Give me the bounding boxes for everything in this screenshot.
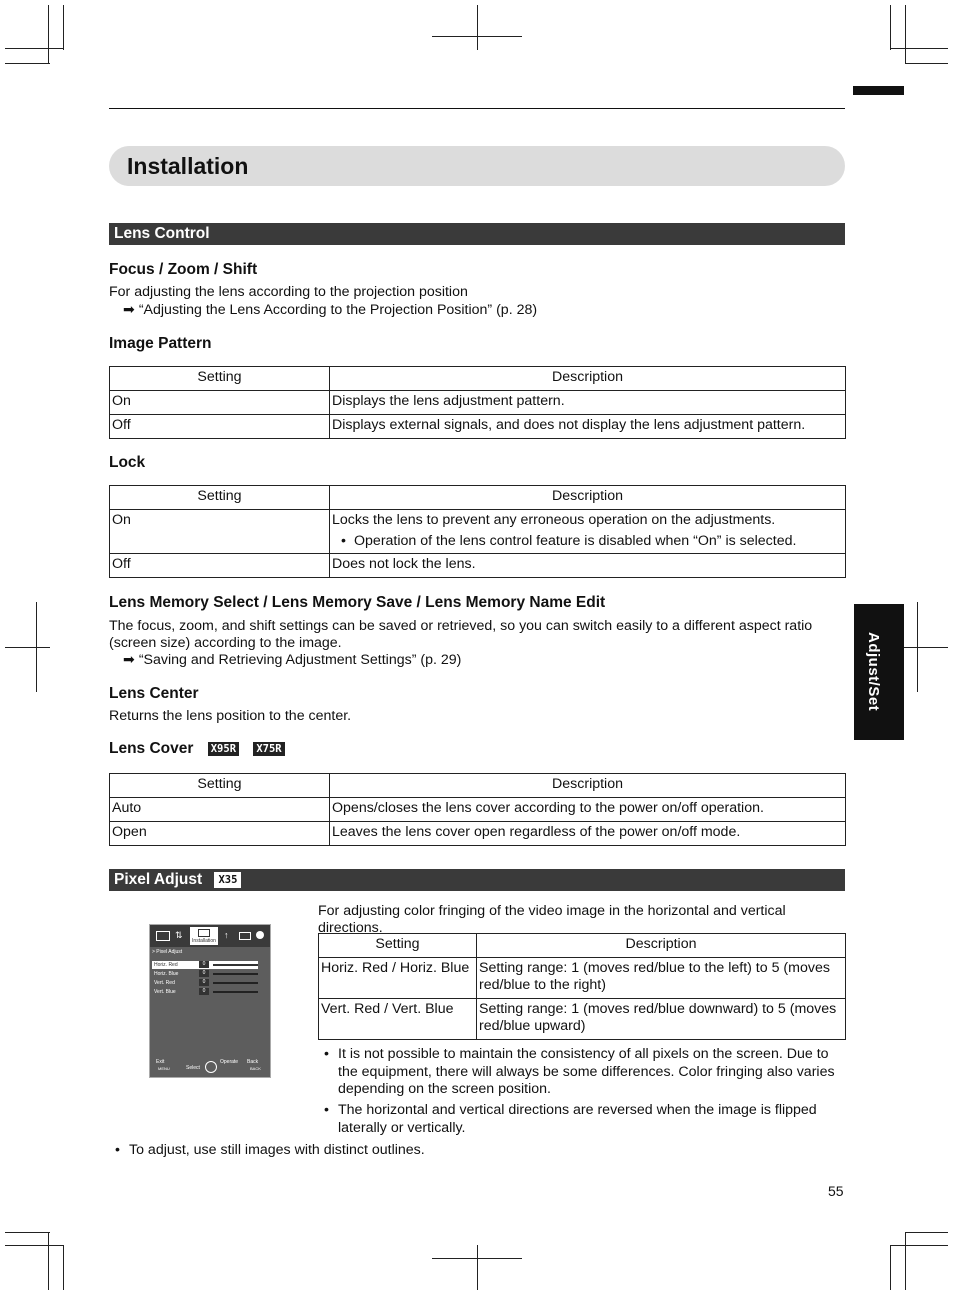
crop-mark <box>5 63 50 64</box>
lock-table <box>109 485 846 578</box>
bullet-dot: • <box>341 533 346 549</box>
osd-row <box>152 970 258 978</box>
col-setting: Setting <box>110 774 330 798</box>
pixel-adjust-table <box>318 933 846 1040</box>
image-pattern-table <box>109 366 846 439</box>
bullet-text: To adjust, use still images with distinct outlines. <box>129 1142 425 1158</box>
osd-row-label: Vert. Red <box>154 980 175 986</box>
pixel-adjust-intro: For adjusting color fringing of the video image in the horizontal and vertical directions. <box>318 903 786 936</box>
crop-mark <box>5 1232 50 1233</box>
function-tab-icon: ↑ <box>224 930 229 940</box>
bullet-text: It is not possible to maintain the consistency of all pixels on the screen. Due to the equipment, there will always be some differences. Color fringing also varies depending on the screen position. <box>338 1046 835 1097</box>
osd-tab-bar <box>150 925 270 947</box>
crop-mark <box>890 1245 891 1290</box>
setting-cell: Vert. Red / Vert. Blue <box>319 999 477 1040</box>
osd-row-label: Horiz. Blue <box>154 971 179 977</box>
page-number: 55 <box>828 1183 844 1199</box>
model-badge: X35 <box>214 872 241 888</box>
installation-tab <box>190 927 218 945</box>
osd-exit-label: Exit <box>156 1059 165 1065</box>
description-cell: Opens/closes the lens cover according to the power on/off operation. <box>330 798 846 822</box>
osd-row-value: 0 <box>199 961 209 968</box>
description-cell: Displays external signals, and does not display the lens adjustment pattern. <box>330 415 846 439</box>
crop-mark <box>432 1258 522 1259</box>
crop-mark <box>904 647 948 648</box>
model-badge: X95R <box>208 742 239 756</box>
description-text: Locks the lens to prevent any erroneous operation on the adjustments. <box>332 512 776 528</box>
osd-row <box>152 979 258 987</box>
focus-text: For adjusting the lens according to the projection position <box>109 284 468 300</box>
display-tab-icon <box>239 932 251 940</box>
description-cell: Setting range: 1 (moves red/blue to the left) to 5 (moves red/blue to the right) <box>477 958 846 999</box>
crop-mark <box>5 48 63 49</box>
description-cell: Does not lock the lens. <box>330 554 846 578</box>
osd-menu-image <box>149 924 271 1078</box>
note-text: Operation of the lens control feature is disabled when “On” is selected. <box>354 533 797 549</box>
bullet-dot: • <box>324 1102 329 1118</box>
setting-cell: Off <box>110 415 330 439</box>
osd-menu-key: MENU <box>158 1066 170 1071</box>
col-setting: Setting <box>110 367 330 391</box>
col-setting: Setting <box>319 934 477 958</box>
osd-navigation-icon <box>205 1061 217 1073</box>
osd-breadcrumb: > Pixel Adjust <box>152 949 183 955</box>
lens-cover-title: Lens Cover <box>109 740 194 757</box>
crop-mark <box>905 63 948 64</box>
description-cell: Leaves the lens cover open regardless of the power on/off mode. <box>330 822 846 846</box>
setting-cell: On <box>110 391 330 415</box>
osd-row <box>152 961 258 969</box>
crop-mark <box>905 1232 948 1233</box>
heading-lock: Lock <box>109 454 146 471</box>
crop-mark <box>63 5 64 50</box>
crop-mark <box>5 647 50 648</box>
center-text: Returns the lens position to the center. <box>109 708 352 724</box>
bullet-text: The horizontal and vertical directions are reversed when the image is flipped laterally or vertically. <box>338 1102 817 1136</box>
section-header-pixel-adjust <box>109 869 845 891</box>
side-tab-adjust-set <box>854 604 904 740</box>
col-description: Description <box>477 934 846 958</box>
info-tab-icon <box>256 931 264 939</box>
description-cell: Setting range: 1 (moves red/blue downward) to 5 (moves red/blue upward) <box>477 999 846 1040</box>
setting-cell: Open <box>110 822 330 846</box>
osd-row-value: 0 <box>199 988 209 995</box>
crop-mark <box>48 1232 49 1290</box>
adjust-tab-icon: ⇅ <box>175 930 183 940</box>
picture-tab-icon <box>156 931 170 941</box>
page-title-bar <box>109 146 845 186</box>
osd-slider <box>213 973 258 975</box>
crop-mark <box>432 36 522 37</box>
bullet-dot: • <box>115 1142 120 1158</box>
osd-row-value: 0 <box>199 979 209 986</box>
col-description: Description <box>330 486 846 510</box>
col-setting: Setting <box>110 486 330 510</box>
setting-cell: Auto <box>110 798 330 822</box>
setting-cell: Off <box>110 554 330 578</box>
section-title <box>114 871 241 889</box>
focus-reference-link[interactable]: ➡ “Adjusting the Lens According to the Projection Position” (p. 28) <box>123 302 538 318</box>
osd-row <box>152 988 258 996</box>
osd-back-label: Back <box>247 1059 259 1065</box>
crop-mark <box>48 5 49 63</box>
crop-mark <box>890 5 891 50</box>
crop-mark <box>890 48 948 49</box>
heading-lens-center: Lens Center <box>109 685 199 702</box>
col-description: Description <box>330 774 846 798</box>
model-badge: X75R <box>253 742 284 756</box>
osd-row-label: Horiz. Red <box>154 962 178 968</box>
side-tab-label: Adjust/Set <box>865 632 882 712</box>
crop-mark <box>905 1232 906 1290</box>
osd-row-value: 0 <box>199 970 209 977</box>
setting-cell: Horiz. Red / Horiz. Blue <box>319 958 477 999</box>
description-cell: Displays the lens adjustment pattern. <box>330 391 846 415</box>
crop-mark <box>5 1245 63 1246</box>
crop-mark <box>63 1245 64 1290</box>
crop-mark <box>905 5 906 63</box>
osd-operate-label: Operate <box>220 1059 239 1065</box>
osd-slider <box>213 964 258 966</box>
heading-lens-cover <box>109 740 285 758</box>
header-rule <box>109 108 845 109</box>
crop-mark <box>890 1245 948 1246</box>
header-block <box>853 86 904 95</box>
osd-slider <box>213 991 258 993</box>
osd-select-label: Select <box>186 1065 200 1071</box>
memory-reference-link[interactable]: ➡ “Saving and Retrieving Adjustment Settings” (p. 29) <box>123 652 462 668</box>
section-header-lens-control <box>109 223 845 245</box>
osd-footer <box>152 1059 268 1075</box>
page-title: Installation <box>127 153 249 179</box>
list-item <box>115 1142 615 1160</box>
heading-image-pattern: Image Pattern <box>109 335 212 352</box>
osd-row-label: Vert. Blue <box>154 989 176 995</box>
setting-cell: On <box>110 510 330 554</box>
crop-mark <box>477 1245 478 1290</box>
heading-lens-memory: Lens Memory Select / Lens Memory Save / Lens Memory Name Edit <box>109 594 606 611</box>
osd-slider <box>213 982 258 984</box>
bullet-dot: • <box>324 1046 329 1062</box>
list-item <box>324 1102 848 1137</box>
lens-cover-table <box>109 773 846 846</box>
installation-tab-icon <box>198 929 210 937</box>
osd-back-key: BACK <box>250 1066 261 1071</box>
pixel-adjust-title: Pixel Adjust <box>114 871 203 888</box>
heading-focus: Focus / Zoom / Shift <box>109 261 258 278</box>
memory-text: The focus, zoom, and shift settings can be saved or retrieved, so you can switch easily to a different aspect ratio (screen size) according to the image. <box>109 618 813 651</box>
crop-mark <box>477 5 478 50</box>
list-item <box>324 1046 848 1099</box>
col-description: Description <box>330 367 846 391</box>
installation-tab-label: Installation <box>192 938 216 944</box>
description-cell <box>330 510 846 554</box>
section-title: Lens Control <box>114 225 210 242</box>
note-bullet <box>332 533 843 550</box>
